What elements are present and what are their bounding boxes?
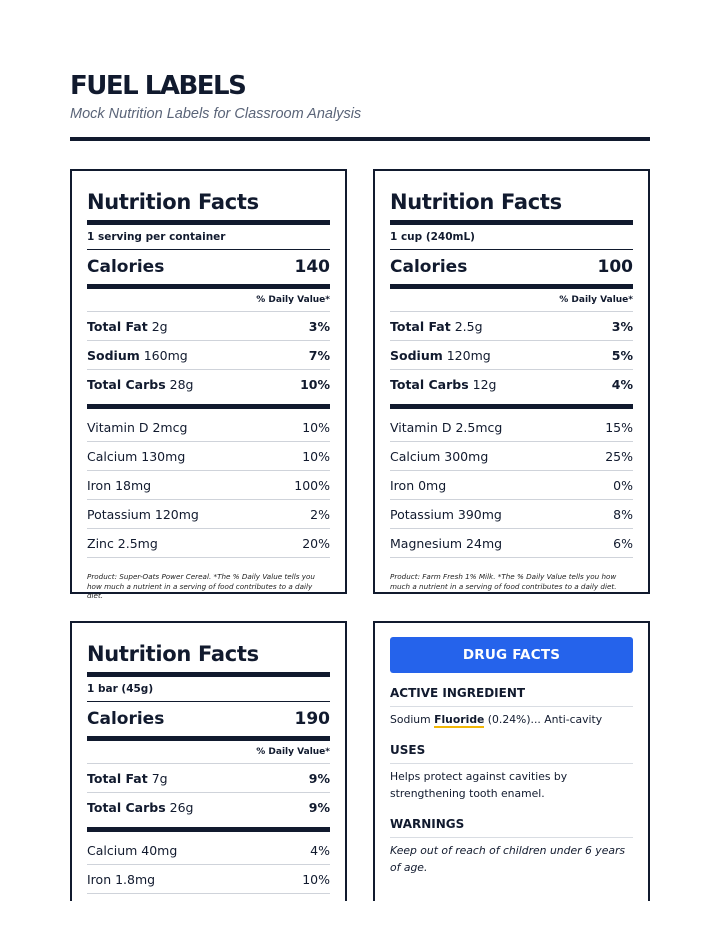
micronutrient-label: Potassium 390mg bbox=[390, 506, 502, 522]
nutrient-name: Total Fat bbox=[87, 770, 148, 786]
nutrient-row bbox=[390, 341, 633, 369]
daily-value-header: % Daily Value* bbox=[256, 747, 330, 757]
page-subtitle: Mock Nutrition Labels for Classroom Analysis bbox=[70, 106, 362, 122]
nutrient-amount: 160mg bbox=[143, 347, 188, 363]
nutrient-amount: 2g bbox=[151, 318, 168, 334]
nutrient-dv: 3% bbox=[308, 318, 330, 334]
calories-row bbox=[390, 250, 633, 284]
rule bbox=[390, 557, 633, 558]
micronutrient-label: Vitamin D 2mcg bbox=[87, 419, 188, 435]
nutrient-name: Total Fat bbox=[390, 318, 451, 334]
label-title: Nutrition Facts bbox=[87, 190, 259, 214]
rule bbox=[390, 706, 633, 707]
label-title: Nutrition Facts bbox=[87, 642, 259, 666]
micronutrient-label: Calcium 40mg bbox=[87, 842, 178, 858]
rule bbox=[87, 893, 330, 894]
nutrition-label-bar bbox=[70, 621, 347, 901]
nutrition-label-milk bbox=[373, 169, 650, 594]
nutrient-amount: 28g bbox=[169, 376, 194, 392]
micronutrient-label: Iron 0mg bbox=[390, 477, 447, 493]
micronutrient-row bbox=[390, 471, 633, 499]
nutrient-row bbox=[87, 341, 330, 369]
nutrient-row bbox=[87, 764, 330, 792]
micronutrient-row bbox=[87, 413, 330, 441]
micronutrient-row bbox=[390, 442, 633, 470]
serving-size: 1 bar (45g) bbox=[87, 683, 154, 695]
micronutrient-row bbox=[87, 500, 330, 528]
rule bbox=[87, 404, 330, 409]
calories-value: 100 bbox=[597, 257, 633, 277]
rule bbox=[87, 557, 330, 558]
calories-value: 190 bbox=[294, 709, 330, 729]
micronutrient-label: Calcium 130mg bbox=[87, 448, 186, 464]
nutrient-row bbox=[87, 312, 330, 340]
nutrient-name: Sodium bbox=[87, 347, 140, 363]
active-ingredient-text bbox=[390, 711, 633, 728]
rule bbox=[390, 763, 633, 764]
daily-value-header: % Daily Value* bbox=[559, 295, 633, 305]
nutrient-amount: 26g bbox=[169, 799, 194, 815]
active-ingredient-heading: ACTIVE INGREDIENT bbox=[390, 686, 526, 700]
nutrient-dv: 7% bbox=[308, 347, 330, 363]
micronutrient-dv: 100% bbox=[294, 477, 330, 493]
nutrient-dv: 9% bbox=[308, 770, 330, 786]
page-header bbox=[70, 70, 650, 122]
micronutrient-dv: 10% bbox=[302, 871, 330, 887]
nutrient-amount: 12g bbox=[472, 376, 497, 392]
micronutrient-label: Potassium 120mg bbox=[87, 506, 199, 522]
nutrient-name: Sodium bbox=[390, 347, 443, 363]
nutrient-amount: 7g bbox=[151, 770, 168, 786]
nutrition-label-cereal bbox=[70, 169, 347, 600]
nutrient-dv: 4% bbox=[611, 376, 633, 392]
header-divider bbox=[70, 137, 650, 141]
warnings-text: Keep out of reach of children under 6 years of age. bbox=[390, 844, 626, 874]
rule bbox=[87, 827, 330, 832]
micronutrient-dv: 10% bbox=[302, 419, 330, 435]
nutrient-row bbox=[87, 793, 330, 821]
daily-value-header: % Daily Value* bbox=[256, 295, 330, 305]
calories-label: Calories bbox=[87, 257, 165, 277]
micronutrient-row bbox=[390, 529, 633, 557]
micronutrient-dv: 15% bbox=[605, 419, 633, 435]
calories-row bbox=[87, 250, 330, 284]
micronutrient-label: Iron 18mg bbox=[87, 477, 152, 493]
nutrient-row bbox=[390, 370, 633, 398]
micronutrient-label: Calcium 300mg bbox=[390, 448, 489, 464]
nutrient-dv: 9% bbox=[308, 799, 330, 815]
micronutrient-row bbox=[87, 529, 330, 557]
micronutrient-dv: 6% bbox=[613, 535, 633, 551]
nutrient-name: Total Carbs bbox=[390, 376, 469, 392]
nutrient-name: Total Carbs bbox=[87, 376, 166, 392]
micronutrient-label: Zinc 2.5mg bbox=[87, 535, 158, 551]
calories-label: Calories bbox=[87, 709, 165, 729]
micronutrient-dv: 2% bbox=[310, 506, 330, 522]
micronutrient-row bbox=[87, 471, 330, 499]
micronutrient-dv: 10% bbox=[302, 448, 330, 464]
micronutrient-label: Iron 1.8mg bbox=[87, 871, 156, 887]
calories-value: 140 bbox=[294, 257, 330, 277]
calories-row bbox=[87, 702, 330, 736]
ingredient-suffix: (0.24%)... Anti-cavity bbox=[484, 713, 603, 726]
nutrient-dv: 5% bbox=[611, 347, 633, 363]
nutrient-row bbox=[390, 312, 633, 340]
micronutrient-dv: 0% bbox=[613, 477, 633, 493]
nutrient-amount: 2.5g bbox=[454, 318, 483, 334]
uses-text: Helps protect against cavities by strengthening tooth enamel. bbox=[390, 770, 568, 800]
micronutrient-dv: 20% bbox=[302, 535, 330, 551]
drug-facts-label bbox=[373, 621, 650, 901]
nutrient-dv: 10% bbox=[300, 376, 330, 392]
rule bbox=[390, 837, 633, 838]
micronutrient-row bbox=[390, 500, 633, 528]
ingredient-highlight: Fluoride bbox=[434, 713, 485, 726]
micronutrient-row bbox=[390, 413, 633, 441]
nutrient-dv: 3% bbox=[611, 318, 633, 334]
uses-heading: USES bbox=[390, 743, 426, 757]
nutrient-name: Total Carbs bbox=[87, 799, 166, 815]
warnings-heading: WARNINGS bbox=[390, 817, 465, 831]
micronutrient-label: Magnesium 24mg bbox=[390, 535, 503, 551]
nutrient-row bbox=[87, 370, 330, 398]
micronutrient-label: Vitamin D 2.5mcg bbox=[390, 419, 503, 435]
serving-size: 1 serving per container bbox=[87, 231, 226, 243]
serving-size: 1 cup (240mL) bbox=[390, 231, 475, 243]
ingredient-prefix: Sodium bbox=[390, 713, 435, 726]
micronutrient-dv: 25% bbox=[605, 448, 633, 464]
drug-facts-banner: DRUG FACTS bbox=[390, 637, 633, 673]
label-title: Nutrition Facts bbox=[390, 190, 562, 214]
micronutrient-dv: 8% bbox=[613, 506, 633, 522]
nutrient-name: Total Fat bbox=[87, 318, 148, 334]
rule bbox=[390, 404, 633, 409]
micronutrient-row bbox=[87, 865, 330, 893]
label-footnote: Product: Farm Fresh 1% Milk. *The % Daily Value tells you how much a nutrient in a serving of food contributes to a daily diet. bbox=[390, 572, 617, 591]
calories-label: Calories bbox=[390, 257, 468, 277]
nutrient-amount: 120mg bbox=[446, 347, 491, 363]
label-footnote: Product: Super-Oats Power Cereal. *The % Daily Value tells you how much a nutrient in a serving of food contributes to a daily diet. bbox=[87, 572, 315, 600]
micronutrient-row bbox=[87, 442, 330, 470]
micronutrient-dv: 4% bbox=[310, 842, 330, 858]
page-title: FUEL LABELS bbox=[70, 71, 246, 101]
micronutrient-row bbox=[87, 836, 330, 864]
